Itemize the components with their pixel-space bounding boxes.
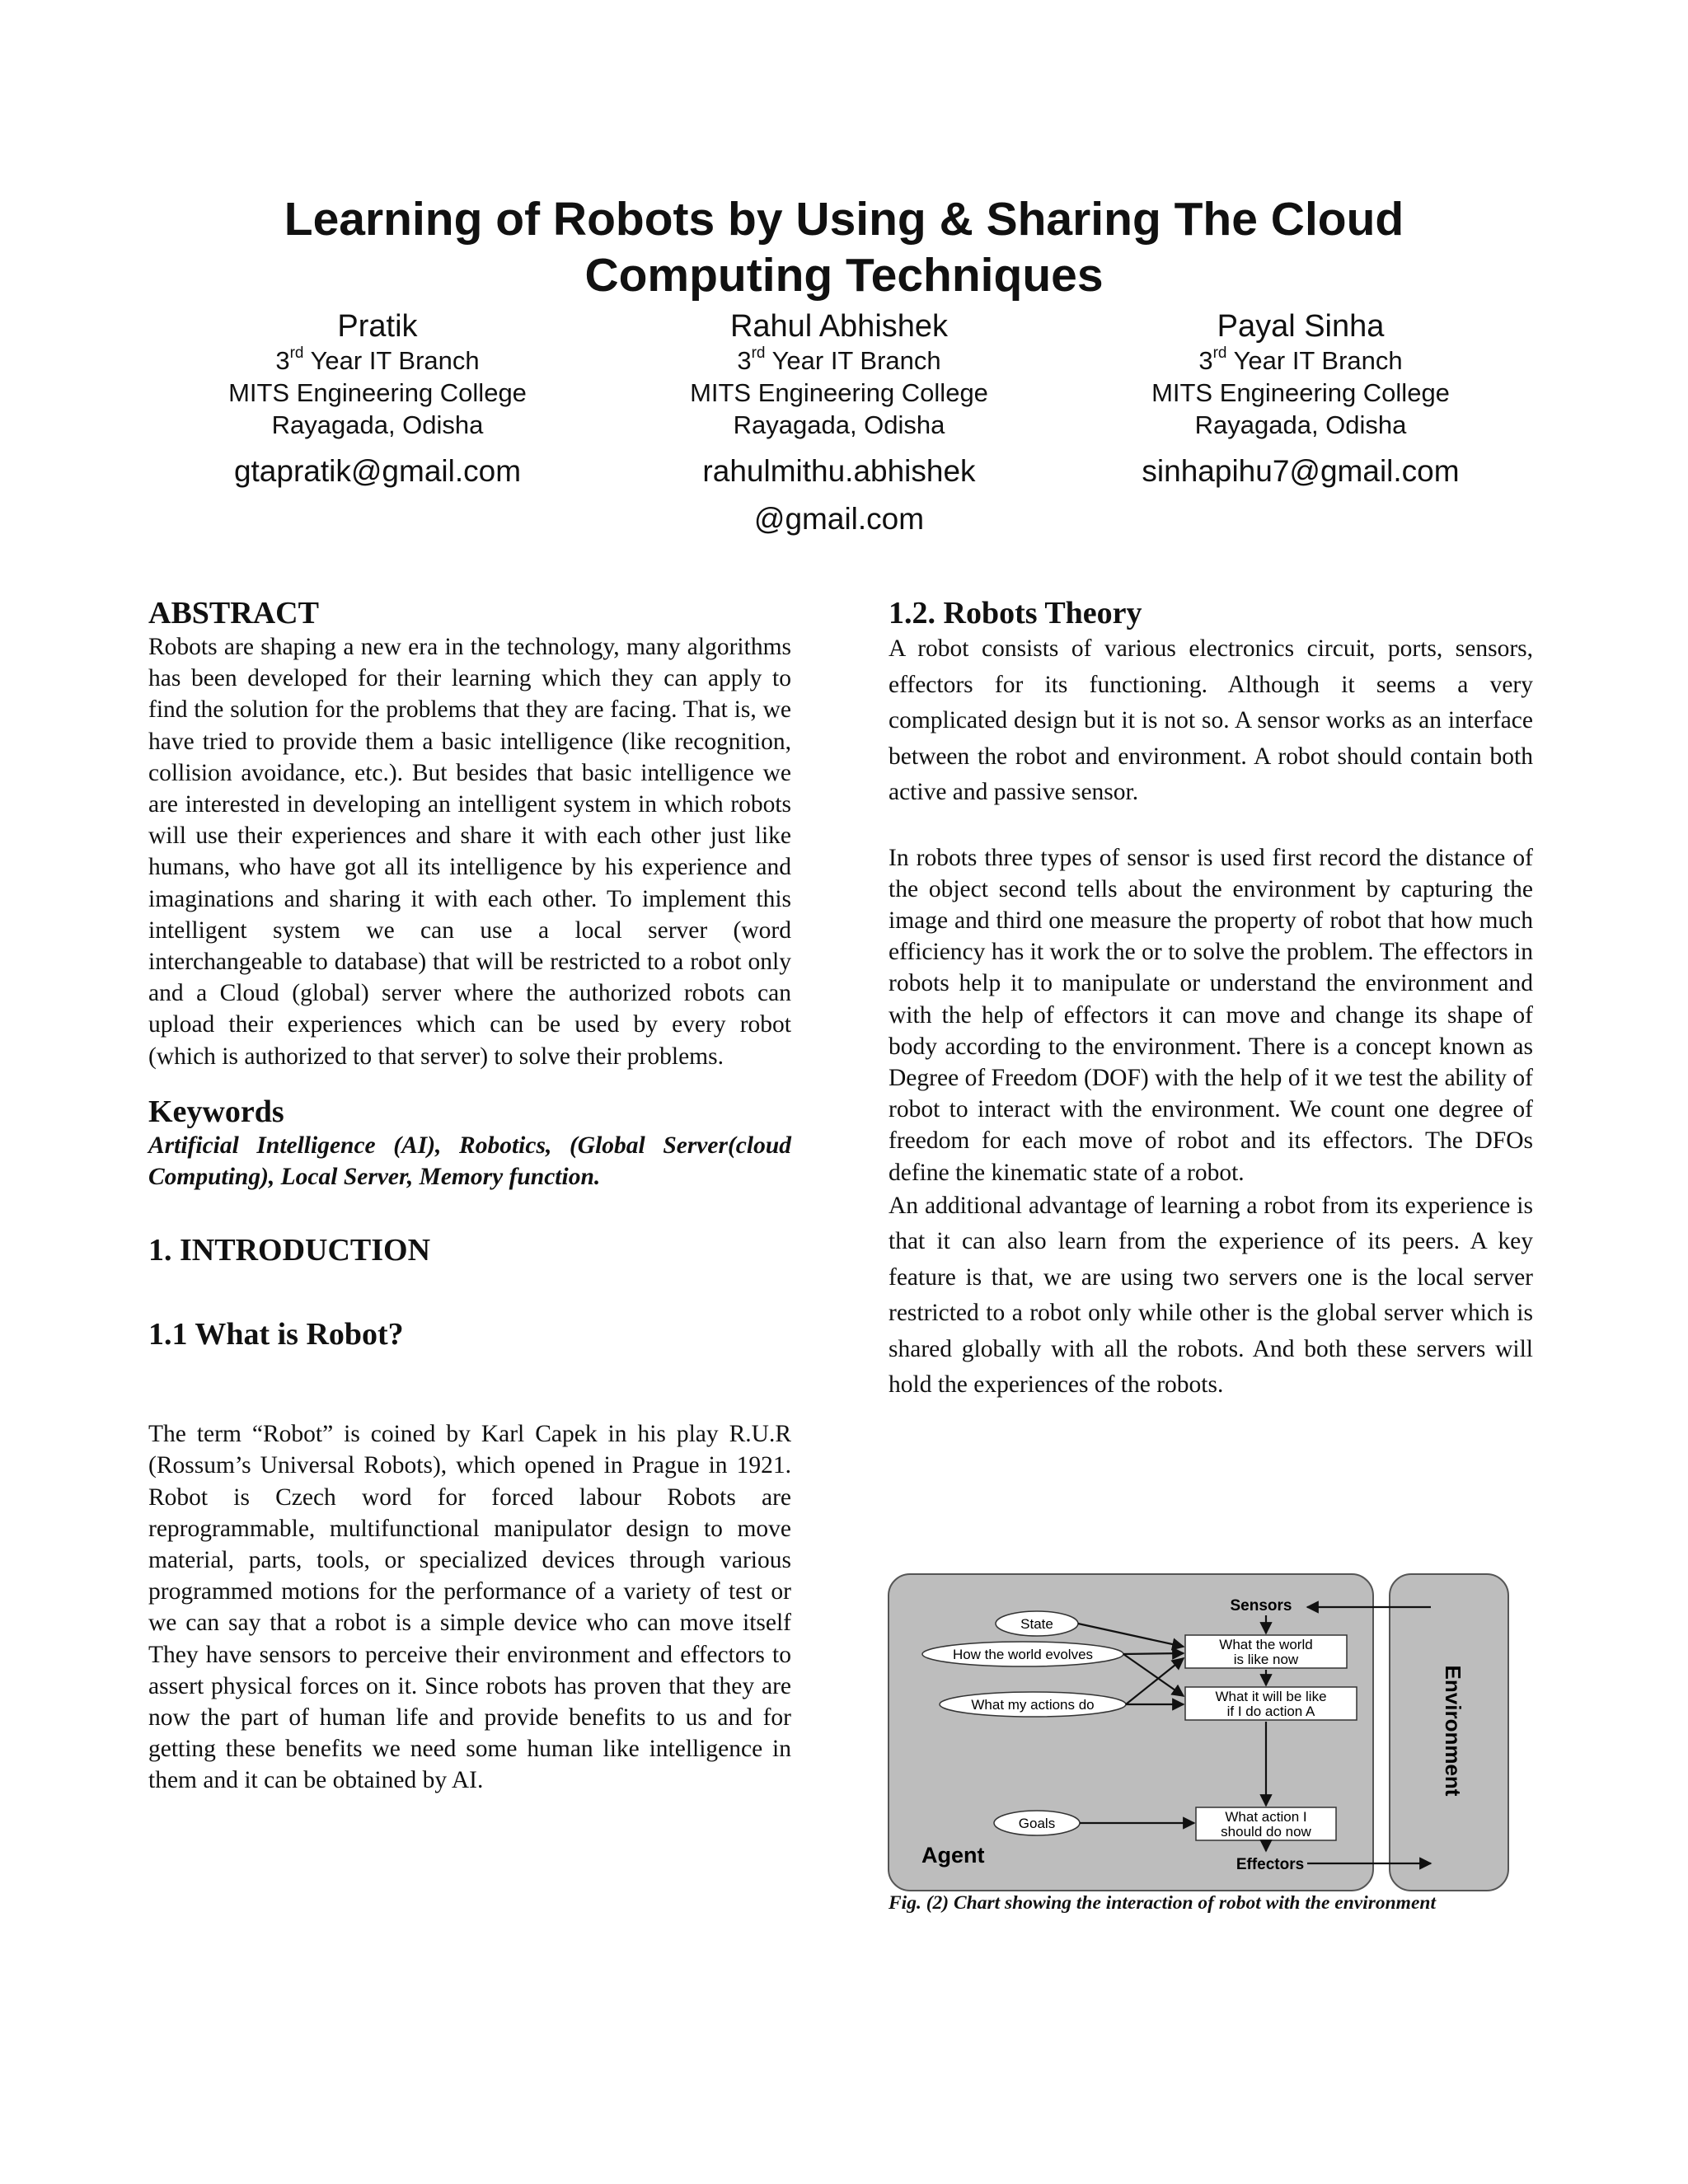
world-evolves-label: How the world evolves <box>952 1647 1094 1662</box>
author-place: Rayagada, Odisha <box>733 410 945 439</box>
robots-theory-heading: 1.2. Robots Theory <box>889 596 1142 630</box>
author-college: MITS Engineering College <box>1151 378 1450 407</box>
svg-text:is like now: is like now <box>1233 1652 1299 1667</box>
abstract-heading: ABSTRACT <box>148 596 319 630</box>
author-place: Rayagada, Odisha <box>271 410 484 439</box>
author-college: MITS Engineering College <box>690 378 988 407</box>
svg-text:What it will be like: What it will be like <box>1215 1689 1327 1704</box>
author-name: Payal Sinha <box>1217 309 1385 344</box>
theory-paragraph-2: In robots three types of sensor is used first record the distance of the object second tells about the environment by capturing the image and third one measure the property of robot that how much efficiency has it work the or to solve the problem. The effectors in robots help it to manipulate or understand the environment and with the help of effectors it can move and change its shape of body according to the environment. There is a concept known as Degree of Freedom (DOF) with the help of it we test the ability of robot to interact with the environment. We count one degree of freedom for each move of robot and its effectors. The DFOs define the kinematic state of a robot. <box>889 844 1533 1186</box>
goals-label: Goals <box>1018 1816 1056 1831</box>
title-line-1: Learning of Robots by Using & Sharing The Cloud <box>284 193 1404 246</box>
svg-text:if I do action A: if I do action A <box>1226 1704 1315 1719</box>
abstract-text: Robots are shaping a new era in the technology, many algorithms has been developed for their learning which they can apply to find the solution for the problems that they are facing. That is, we have tried to provide them a basic intelligence (like recognition, collision avoidance, etc.). But besides that basic intelligence we are interested in developing an intelligent system in which robots will use their experiences and share it with each other just like humans, who have got all its intelligence by his experience and imaginations and sharing it with each other. To implement this intelligent system we can use a local server (word interchangeable to database) that will be restricted to a robot only and a Cloud (global) server where the authorized robots can upload their experiences which can be used by every robot (which is authorized to that server) to solve their problems. <box>148 634 791 1070</box>
state-label: State <box>1020 1616 1053 1632</box>
what-is-robot-heading: 1.1 What is Robot? <box>148 1317 404 1352</box>
agent-environment-diagram <box>887 1572 1513 1892</box>
svg-text:What action I: What action I <box>1225 1809 1307 1825</box>
author-year: 3rd Year IT Branch <box>275 344 480 375</box>
svg-text:What the world: What the world <box>1219 1637 1313 1652</box>
author-name: Rahul Abhishek <box>729 309 949 344</box>
introduction-heading: 1. INTRODUCTION <box>148 1233 431 1268</box>
author-block-2 <box>592 308 1086 543</box>
author-college: MITS Engineering College <box>228 378 527 407</box>
environment-label: Environment <box>1441 1665 1465 1797</box>
author-year: 3rd Year IT Branch <box>1198 344 1403 375</box>
author-block-3 <box>1053 308 1548 495</box>
actions-do-label: What my actions do <box>971 1697 1095 1713</box>
effectors-label: Effectors <box>1236 1856 1305 1873</box>
author-email[interactable]: gtapratik@gmail.com <box>233 454 522 488</box>
what-is-robot-text: The term “Robot” is coined by Karl Capek in his play R.U.R (Rossum’s Universal Robots), which opened in Prague in 1921. Robot is Czech word for forced labour Robots are reprogrammable, multifunctional manipulator design to move material, parts, tools, or specialized devices through various programmed motions for the performance of a variety of test or we can say that a robot is a simple device who can move itself They have sensors to perceive their environment and effectors to assert physical forces on it. Since robots has proven that they are now the part of human life and provide benefits to us and for getting these benefits we need some human like intelligence in them and it can be obtained by AI. <box>148 1421 791 1794</box>
author-place: Rayagada, Odisha <box>1194 410 1407 439</box>
paper-title <box>0 191 1688 303</box>
author-email[interactable]: sinhapihu7@gmail.com <box>1142 454 1460 488</box>
left-column <box>148 595 791 1797</box>
sensors-label: Sensors <box>1230 1597 1292 1615</box>
figure-caption: Fig. (2) Chart showing the interaction of robot with the environment <box>889 1892 1436 1914</box>
author-email[interactable]: rahulmithu.abhishek @gmail.com <box>702 454 976 536</box>
theory-paragraph-3: An additional advantage of learning a robot from its experience is that it can also learn from the experience of its peers. A key feature is that, we are using two servers one is the local server restricted to a robot only while other is the global server which is shared globally with all the robots. And both these servers will hold the experiences of the robots. <box>889 1192 1533 1399</box>
theory-paragraph-1: A robot consists of various electronics circuit, ports, sensors, effectors for its functioning. Although it seems a very complicated design but it is not so. A sensor works as an interface between the robot and environment. A robot should contain both active and passive sensor. <box>889 635 1533 805</box>
author-name: Pratik <box>337 309 418 344</box>
agent-label: Agent <box>921 1843 985 1868</box>
svg-text:should do now: should do now <box>1221 1824 1311 1840</box>
title-line-2: Computing Techniques <box>584 249 1104 302</box>
keywords-text: Artificial Intelligence (AI), Robotics, (Global Server(cloud Computing), Local Server, Memory function. <box>148 1132 791 1191</box>
right-column <box>889 595 1533 1404</box>
author-block-1 <box>130 308 625 495</box>
author-year: 3rd Year IT Branch <box>737 344 941 375</box>
keywords-heading: Keywords <box>148 1094 284 1129</box>
